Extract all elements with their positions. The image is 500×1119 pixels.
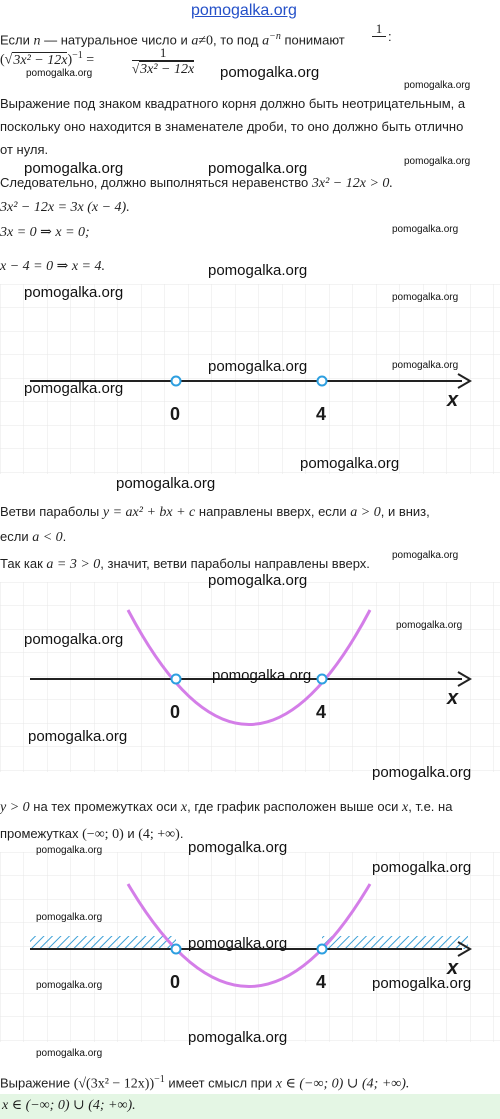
shaded-interval-right <box>322 936 468 949</box>
domain-set: x ∈ (−∞; 0) ∪ (4; +∞). <box>275 1076 410 1092</box>
watermark: pomogalka.org <box>36 1048 103 1059</box>
label-zero: 0 <box>170 972 181 992</box>
number-line-svg <box>0 284 500 474</box>
watermark: pomogalka.org <box>392 360 459 371</box>
watermark: pomogalka.org <box>372 975 472 992</box>
positive-line-2 <box>0 825 183 844</box>
label-four: 4 <box>316 972 327 992</box>
watermark: pomogalka.org <box>220 64 320 81</box>
interval-right: (4; +∞) <box>138 827 180 842</box>
math-n: n <box>33 33 41 49</box>
text-fragment: направлены вверх, если <box>195 504 351 519</box>
watermark: pomogalka.org <box>36 845 103 856</box>
watermark: pomogalka.org <box>116 475 216 492</box>
label-x: x <box>447 389 459 411</box>
condition-down: a < 0 <box>32 530 63 545</box>
paragraph-line: от нуля. <box>0 142 49 157</box>
paren-close: ) <box>67 52 73 68</box>
fraction-result <box>132 46 194 77</box>
root-equation-2: x − 4 = 0 ⇒ x = 4. <box>0 259 105 274</box>
point-zero <box>172 675 181 684</box>
watermark: pomogalka.org <box>208 160 308 177</box>
text-fragment: понимают <box>280 32 345 48</box>
watermark: pomogalka.org <box>24 380 124 397</box>
text-fragment: имеет смысл при <box>164 1075 276 1091</box>
answer-box <box>0 1094 500 1119</box>
watermark: pomogalka.org <box>208 358 308 375</box>
text-fragment: на тех промежутках оси <box>29 799 181 814</box>
label-x: x <box>447 957 459 979</box>
fraction-one-over-a-n <box>372 22 386 37</box>
point-four <box>318 377 327 386</box>
point-zero <box>172 945 181 954</box>
text-fragment: — натуральное число и <box>40 32 192 48</box>
condition-up: a > 0 <box>350 505 381 520</box>
label-x: x <box>447 687 459 709</box>
label-zero: 0 <box>170 702 181 722</box>
watermark: pomogalka.org <box>396 620 463 631</box>
math-exponent: −n <box>269 31 281 42</box>
watermark: pomogalka.org <box>392 224 459 235</box>
watermark: pomogalka.org <box>404 80 471 91</box>
text-fragment: , т.е. на <box>408 799 453 814</box>
branches-line-2 <box>0 528 66 547</box>
watermark: pomogalka.org <box>208 262 308 279</box>
fraction-numerator: 1 <box>372 22 386 37</box>
paragraph-line: поскольку оно находится в знаменателе дроби, то оно должно быть отлично <box>0 119 464 134</box>
text-fragment: и <box>123 826 139 841</box>
root-equation-1: 3x = 0 ⇒ x = 0; <box>0 225 90 240</box>
fraction-denominator: √3x² − 12x <box>132 61 195 77</box>
watermark: pomogalka.org <box>28 728 128 745</box>
watermark: pomogalka.org <box>188 1029 288 1046</box>
watermark: pomogalka.org <box>300 455 400 472</box>
exponent: −1 <box>72 50 83 61</box>
paragraph-line: Выражение под знаком квадратного корня должно быть неотрицательным, а <box>0 96 466 111</box>
watermark: pomogalka.org <box>24 284 124 301</box>
text-fragment: . <box>62 529 67 544</box>
text-fragment: Ветви параболы <box>0 504 103 519</box>
positive-condition: y > 0 <box>0 800 30 815</box>
text-fragment: Если <box>0 32 34 48</box>
grid-background <box>0 284 500 474</box>
equals: = <box>82 52 95 68</box>
point-four <box>318 945 327 954</box>
watermark: pomogalka.org <box>372 764 472 781</box>
inequality-expression: 3x² − 12x > 0. <box>311 176 393 191</box>
since-line <box>0 555 370 574</box>
text-fragment: Следовательно, должно выполняться неравенство <box>0 175 312 190</box>
math-neq: ≠0 <box>198 33 214 49</box>
fraction-numerator: 1 <box>132 46 194 61</box>
watermark: pomogalka.org <box>392 292 459 303</box>
text-fragment: , и вниз, <box>380 504 430 519</box>
watermark: pomogalka.org <box>36 980 103 991</box>
watermark: pomogalka.org <box>24 631 124 648</box>
watermark: pomogalka.org <box>188 839 288 856</box>
answer-text: x ∈ (−∞; 0) ∪ (4; +∞). <box>2 1098 136 1113</box>
watermark: pomogalka.org <box>392 550 459 561</box>
interval-left: (−∞; 0) <box>82 827 124 842</box>
label-four: 4 <box>316 702 327 722</box>
text-fragment: промежутках <box>0 826 83 841</box>
math-a-power: a <box>262 33 270 49</box>
exponent: −1 <box>154 1074 165 1085</box>
text-fragment: , то под <box>213 32 263 48</box>
math-x: x <box>402 800 409 815</box>
text-fragment: , где график расположен выше оси <box>187 799 402 814</box>
sqrt-radicand: 3x² − 12x <box>13 52 68 68</box>
branches-line-1 <box>0 503 430 522</box>
math-x: x <box>180 800 188 815</box>
label-zero: 0 <box>170 404 181 424</box>
colon: : <box>388 29 392 44</box>
watermark: pomogalka.org <box>24 160 124 177</box>
watermark: pomogalka.org <box>212 667 312 684</box>
paren-open: ( <box>0 52 5 68</box>
text-fragment: если <box>0 529 33 544</box>
text-fragment: Выражение <box>0 1075 74 1091</box>
positive-line-1 <box>0 798 452 817</box>
sqrt-radicand: 3x² − 12x <box>140 62 195 77</box>
conclusion-expression: (√(3x² − 12x)) <box>73 1076 155 1092</box>
watermark: pomogalka.org <box>26 68 93 79</box>
site-header-link[interactable]: pomogalka.org <box>191 2 297 19</box>
parabola-equation: y = ax² + bx + c <box>102 505 196 520</box>
math-a: a <box>191 33 199 49</box>
watermark: pomogalka.org <box>372 859 472 876</box>
shaded-interval-left <box>30 936 176 949</box>
domain-paragraph <box>0 92 465 161</box>
conclusion-line <box>0 1071 409 1093</box>
point-four <box>318 675 327 684</box>
watermark: pomogalka.org <box>404 156 471 167</box>
text-fragment: , значит, ветви параболы направлены вверх. <box>100 556 370 571</box>
number-line-graph <box>0 284 500 474</box>
point-zero <box>172 377 181 386</box>
coefficient-condition: a = 3 > 0 <box>46 557 101 572</box>
sqrt-sign: √ <box>4 52 13 68</box>
watermark: pomogalka.org <box>188 935 288 952</box>
text-fragment: Так как <box>0 556 47 571</box>
reciprocal-definition <box>0 50 94 69</box>
watermark: pomogalka.org <box>208 572 308 589</box>
label-four: 4 <box>316 404 327 424</box>
watermark: pomogalka.org <box>36 912 103 923</box>
text-fragment: . <box>179 826 184 841</box>
factorization-equation: 3x² − 12x = 3x (x − 4). <box>0 200 130 215</box>
